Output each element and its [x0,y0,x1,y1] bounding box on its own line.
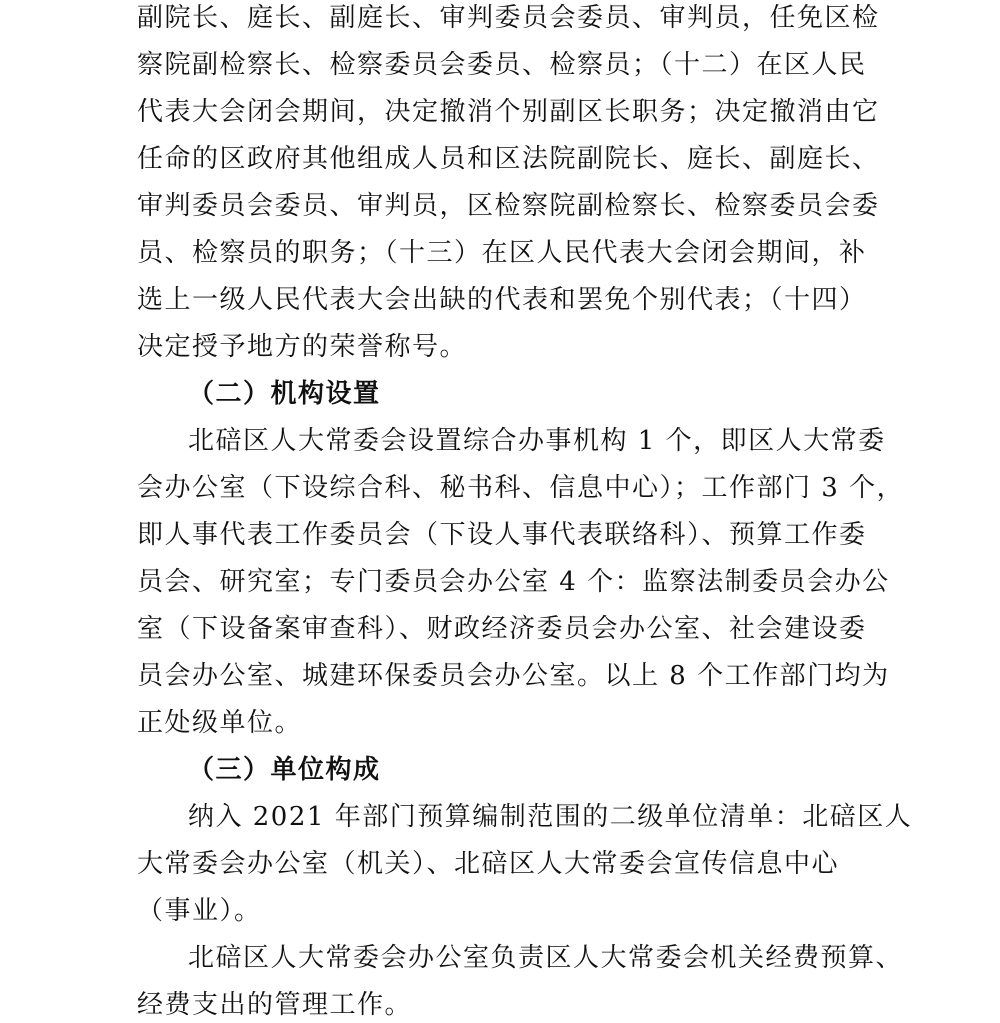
text-line: （事业）。 [137,896,262,926]
section-heading: （二）机构设置 [188,379,381,409]
text-line: 察院副检察长、检察委员会委员、检察员；（十二）在区人民 [137,50,867,80]
paragraph-first-line: 北碚区人大常委会设置综合办事机构 1 个，即区人大常委 [188,426,886,456]
text-line: 员、检察员的职务；（十三）在区人民代表大会闭会期间，补 [137,238,867,268]
text-line: 决定授予地方的荣誉称号。 [137,332,468,362]
section-heading: （三）单位构成 [188,755,381,785]
text-line: 会办公室（下设综合科、秘书科、信息中心）；工作部门 3 个， [137,473,905,503]
text-line: 大常委会办公室（机关）、北碚区人大常委会宣传信息中心 [137,849,840,879]
text-line: 代表大会闭会期间，决定撤消个别副区长职务；决定撤消由它 [137,97,880,127]
text-line: 经费支出的管理工作。 [137,990,413,1020]
text-line: 任命的区政府其他组成人员和区法院副院长、庭长、副庭长、 [137,144,880,174]
text-line: 副院长、庭长、副庭长、审判委员会委员、审判员，任免区检 [137,3,880,33]
text-line: 选上一级人民代表大会出缺的代表和罢免个别代表；（十四） [137,285,867,315]
paragraph-first-line: 北碚区人大常委会办公室负责区人大常委会机关经费预算、 [188,943,904,973]
text-line: 正处级单位。 [137,708,303,738]
text-line: 员会、研究室；专门委员会办公室 4 个：监察法制委员会办公 [137,567,890,597]
text-line: 审判委员会委员、审判员，区检察院副检察长、检察委员会委 [137,191,880,221]
text-line: 室（下设备案审查科）、财政经济委员会办公室、社会建设委 [137,614,867,644]
text-line: 即人事代表工作委员会（下设人事代表联络科）、预算工作委 [137,520,867,550]
text-line: 员会办公室、城建环保委员会办公室。以上 8 个工作部门均为 [137,661,890,691]
paragraph-first-line: 纳入 2021 年部门预算编制范围的二级单位清单：北碚区人 [188,802,913,832]
